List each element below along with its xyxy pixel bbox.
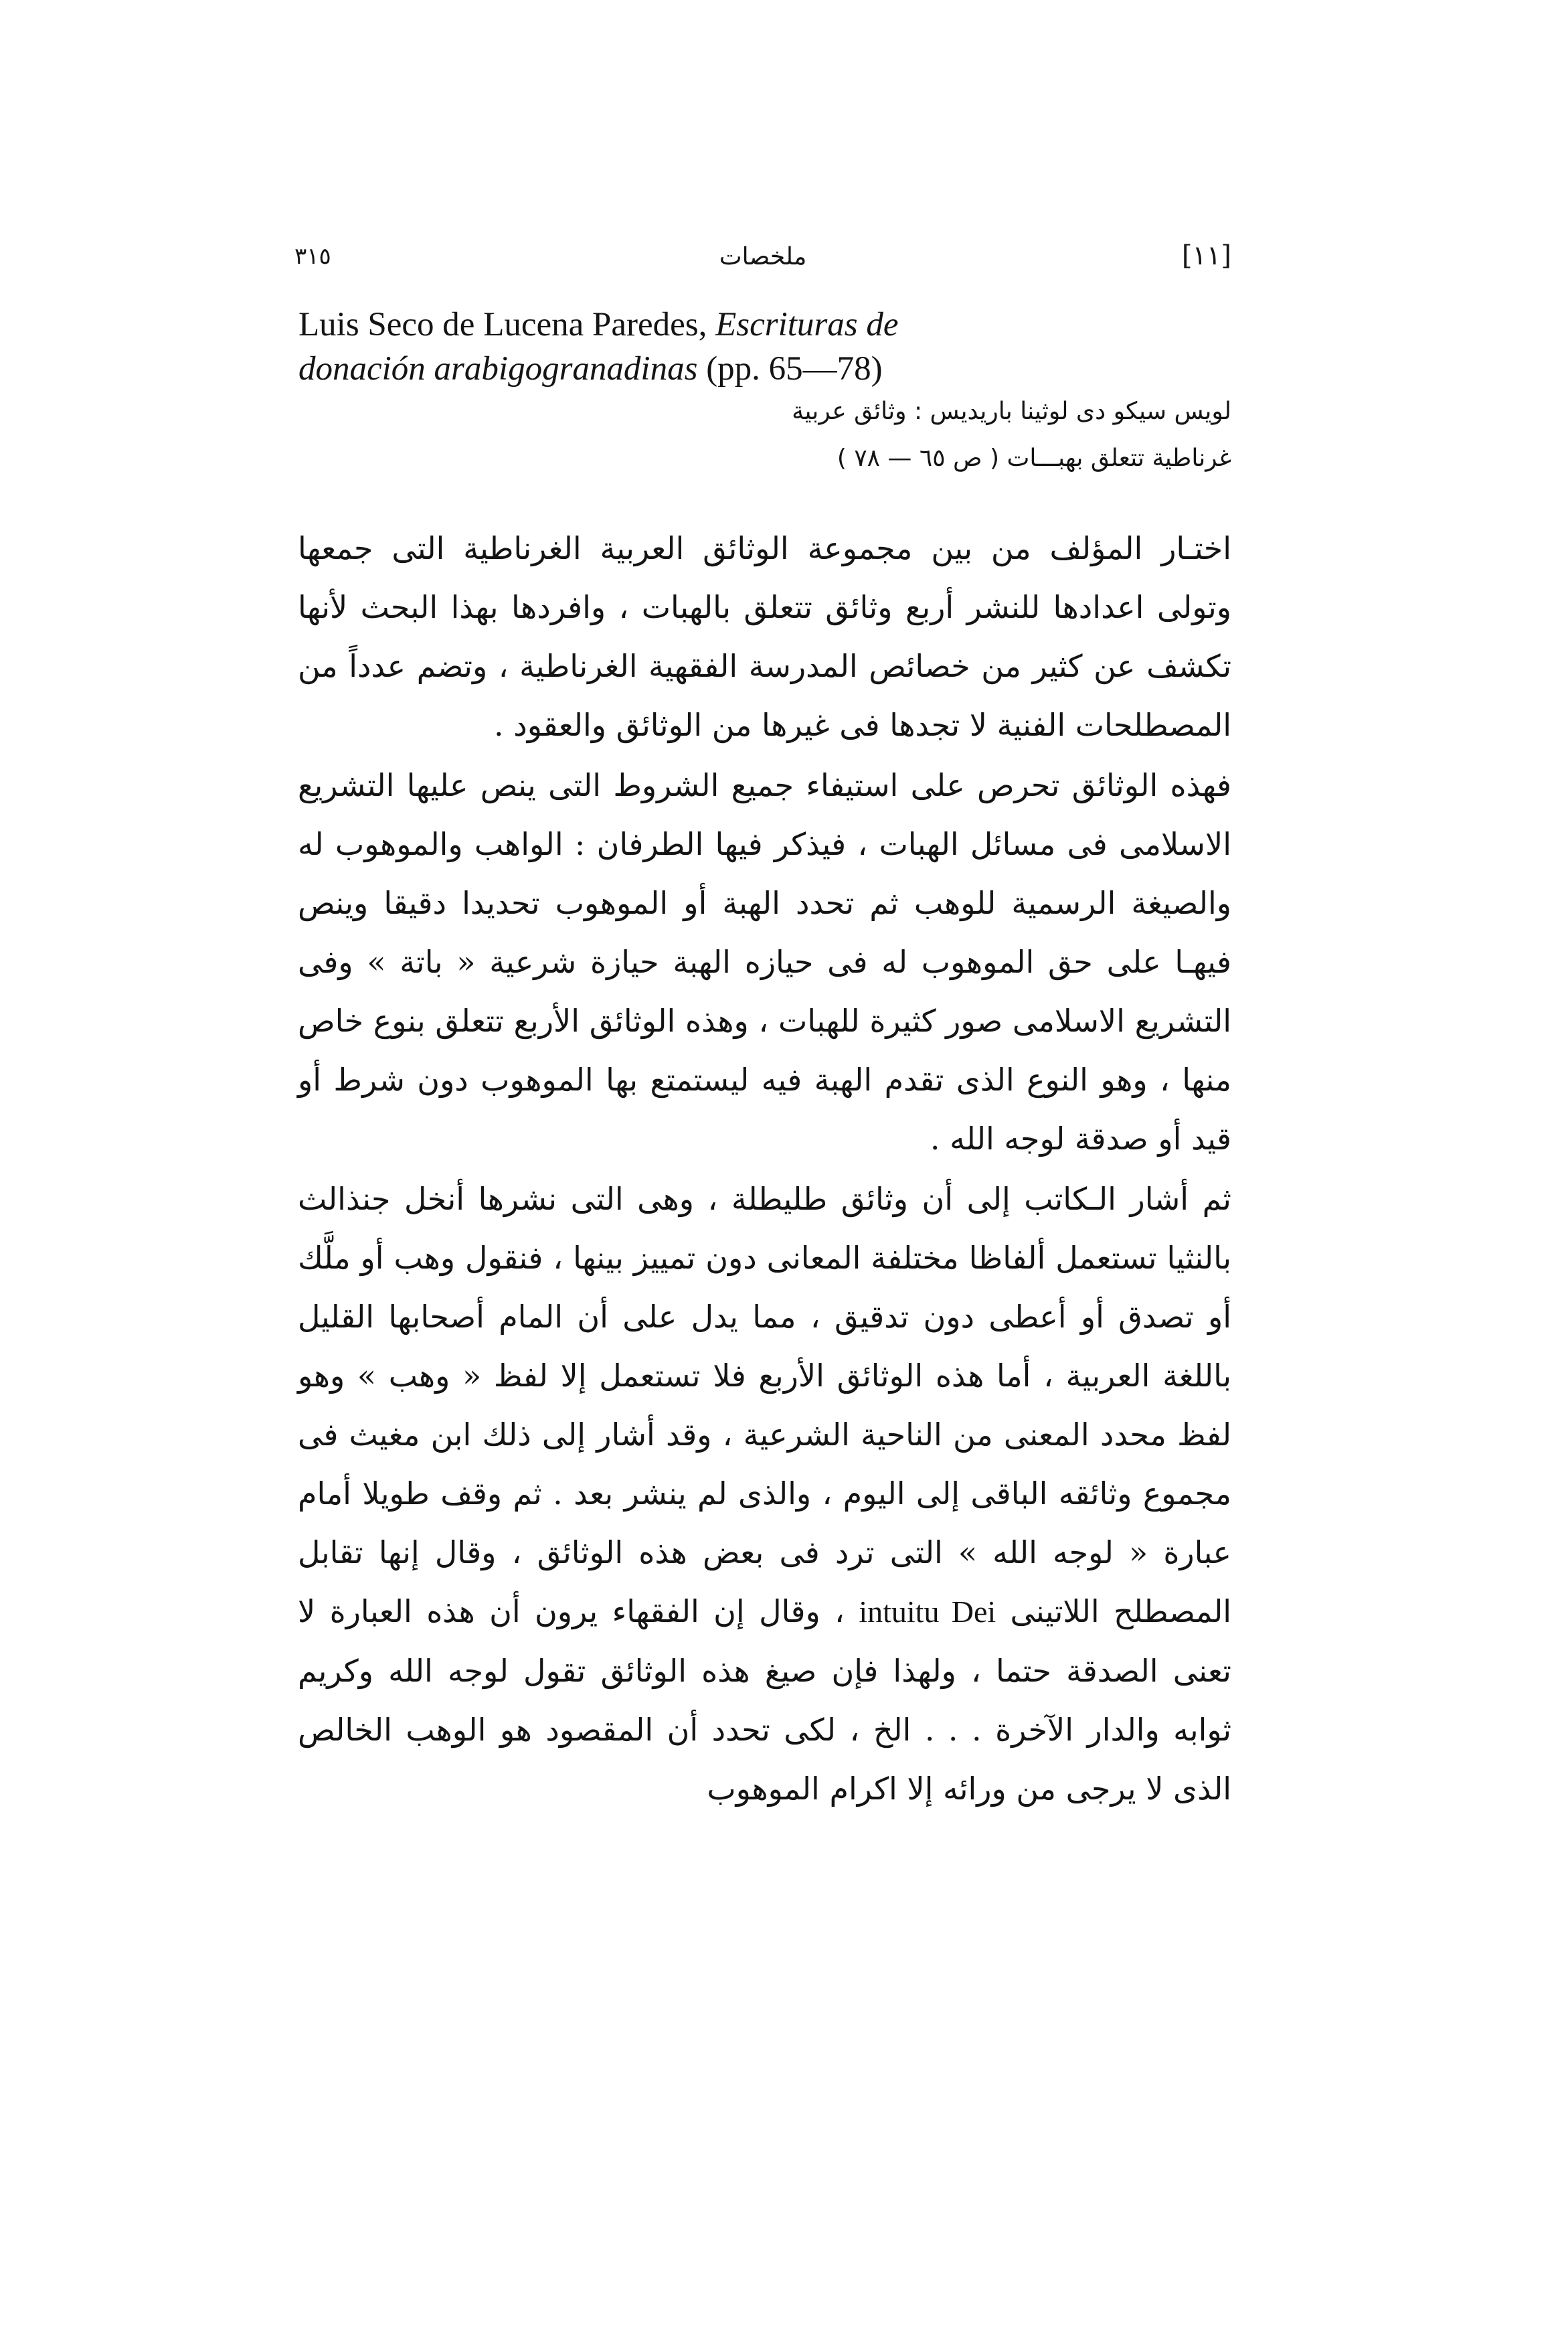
paragraph-1: اختـار المؤلف من بين مجموعة الوثائق العربية الغرناطية التى جمعها وتولى اعدادها للنشر أربع وثائق تتعلق بالهبات ، وافردها بهذا البحث لأنها تكشف عن كثير من خصائص المدرسة الفقهية الغرناطية ، وتضم عدداً من المصطلحات الفنية لا تجدها فى غيرها من الوثائق والعقود . <box>298 530 1231 743</box>
arabic-citation-line-2: غرناطية تتعلق بهبـــات ( ص ٦٥ — ٧٨ ) <box>837 444 1231 472</box>
running-header <box>294 238 1231 285</box>
citation-pages: (pp. 65—78) <box>706 350 883 388</box>
citation-title: Escrituras de donación arabigogranadinas <box>298 306 899 388</box>
latin-citation <box>298 303 968 391</box>
citation-author: Luis Seco de Lucena Paredes, <box>298 306 707 343</box>
paragraph-2: فهذه الوثائق تحرص على استيفاء جميع الشروط التى ينص عليها التشريع الاسلامى فى مسائل الهبات ، فيذكر فيها الطرفان : الواهب والموهوب له والصيغة الرسمية للوهب ثم تحدد الهبة أو الموهوب تحديدا دقيقا وينص فيهـا على حق الموهوب له فى حيازه الهبة حيازة شرعية « باتة » وفى التشريع الاسلامى صور كثيرة للهبات ، وهذه الوثائق الأربع تتعلق بنوع خاص منها ، وهو النوع الذى تقدم الهبة فيه ليستمتع بها الموهوب دون شرط أو قيد أو صدقة لوجه الله . <box>298 767 1231 1157</box>
section-number: [١١] <box>1181 240 1231 271</box>
body-text <box>298 519 1231 1818</box>
latin-term: intuitu Dei <box>859 1595 996 1629</box>
page-number: ٣١٥ <box>294 243 331 270</box>
running-title: ملخصات <box>719 243 807 270</box>
paragraph-3-part-1: ثم أشار الـكاتب إلى أن وثائق طليطلة ، وهى التى نشرها أنخل جنذالث بالنثيا تستعمل ألفاظا مختلفة المعانى دون تمييز بينها ، فنقول وهب أو ملَّك أو تصدق أو أعطى دون تدقيق ، مما يدل على أن المام أصحابها القليل باللغة العربية ، أما هذه الوثائق الأربع فلا تستعمل إلا لفظ « وهب » وهو لفظ محدد المعنى من الناحية الشرعية ، وقد أشار إلى ذلك ابن مغيث فى مجموع وثائقه الباقى إلى اليوم ، والذى لم ينشر بعد . ثم وقف طويلا أمام عبارة « لوجه الله » التى ترد فى بعض هذه الوثائق ، وقال إنها تقابل المصطلح اللاتينى <box>298 1181 1231 1629</box>
paragraph-3 <box>298 1169 1231 1818</box>
arabic-citation <box>669 388 1231 482</box>
arabic-citation-line-1: لويس سيكو دى لوثينا باريديس : وثائق عربية <box>792 398 1231 425</box>
paragraph-3-part-2: ، وقال إن الفقهاء يرون أن هذه العبارة لا تعنى الصدقة حتما ، ولهذا فإن صيغ هذه الوثائق تقول لوجه الله وكريم ثوابه والدار الآخرة . . . الخ ، لكى تحدد أن المقصود هو الوهب الخالص الذى لا يرجى من ورائه إلا اكرام الموهوب <box>298 1593 1231 1807</box>
